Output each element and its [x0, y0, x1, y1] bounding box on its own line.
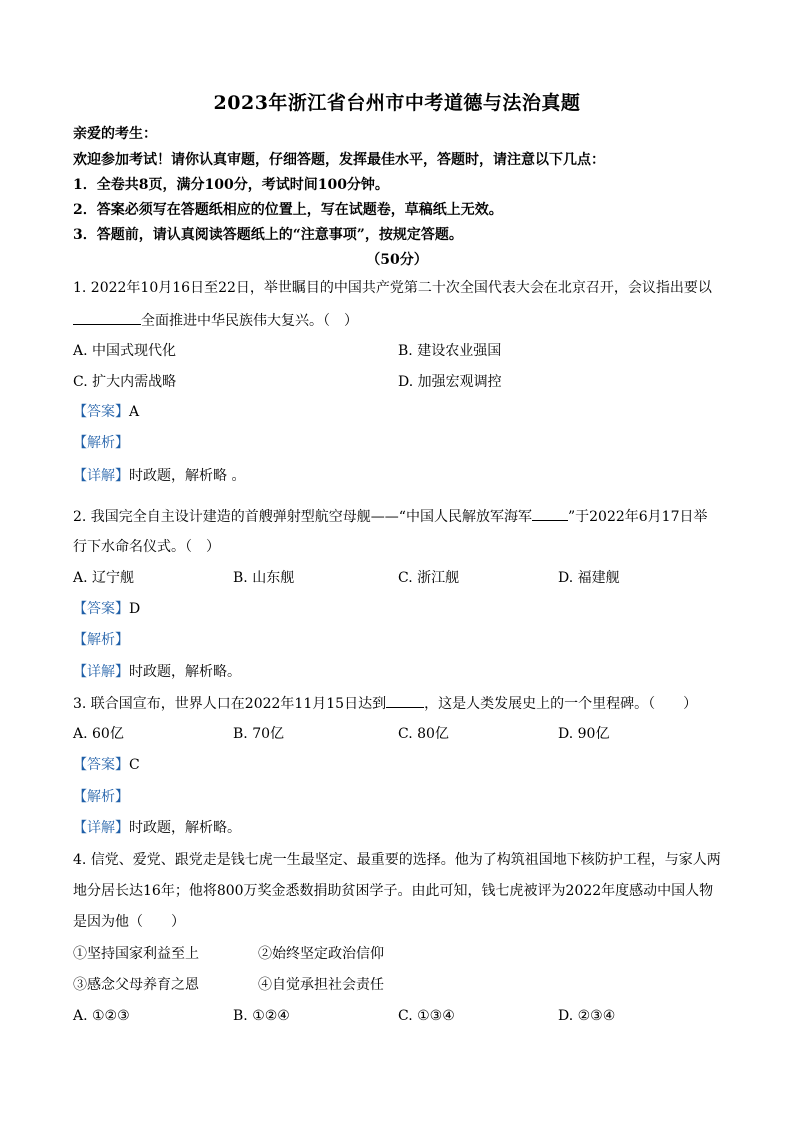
section-score: （50分）: [366, 252, 428, 268]
q4-option-d: D. ②③④: [558, 1008, 616, 1024]
q3-stem-part-b: ，这是人类发展史上的一个里程碑。（ ）: [424, 696, 698, 712]
q3-answer-value: C: [129, 757, 140, 773]
q1-option-d: D. 加强宏观调控: [398, 374, 502, 390]
page-title: 2023年浙江省台州市中考道德与法治真题: [213, 92, 581, 114]
q4-stem-line3: 是因为他（ ）: [73, 914, 185, 930]
q2-stem-line1: [73, 506, 707, 527]
q3-blank: [386, 693, 424, 708]
q2-blank: [532, 506, 568, 521]
q3-detail-text: 时政题，解析略。: [129, 820, 241, 836]
q3-option-b: B. 70亿: [233, 726, 285, 742]
q2-detail-text: 时政题，解析略。: [129, 664, 241, 680]
q1-stem-line2: [73, 310, 358, 331]
note-2: 2．答案必须写在答题纸相应的位置上，写在试题卷，草稿纸上无效。: [73, 202, 503, 218]
q4-choice-2: ②始终坚定政治信仰: [258, 946, 384, 962]
q2-detail: [73, 662, 241, 682]
answer-label: 【答案】: [73, 404, 129, 420]
q4-option-b: B. ①②④: [233, 1008, 290, 1024]
q1-option-a: A. 中国式现代化: [73, 343, 177, 359]
detail-label: 【详解】: [73, 468, 129, 484]
q1-analysis: [73, 433, 129, 453]
q2-answer-value: D: [129, 601, 141, 617]
q4-choice-4: ④自觉承担社会责任: [258, 977, 384, 993]
q1-detail-text: 时政题，解析略 。: [129, 468, 246, 484]
greeting: 亲爱的考生：: [73, 126, 157, 142]
q1-stem-line1: 1. 2022年10月16日至22日，举世瞩目的中国共产党第二十次全国代表大会在北京召开，会议指出要以: [73, 280, 712, 296]
q2-analysis: [73, 630, 129, 650]
q1-blank: [73, 310, 141, 325]
q3-option-a: A. 60亿: [73, 726, 124, 742]
q2-answer: [73, 599, 140, 619]
q3-stem-part-a: 3. 联合国宣布，世界人口在2022年11月15日达到: [73, 696, 387, 712]
q1-answer: [73, 402, 139, 422]
q2-option-a: A. 辽宁舰: [73, 570, 135, 586]
note-1: 1．全卷共8页，满分100分，考试时间100分钟。: [73, 177, 389, 193]
answer-label: 【答案】: [73, 601, 129, 617]
q3-stem: [73, 693, 697, 714]
q2-option-b: B. 山东舰: [233, 570, 295, 586]
q4-stem-line1: 4. 信党、爱党、跟党走是钱七虎一生最坚定、最重要的选择。他为了构筑祖国地下核防护工程，与家人两: [73, 852, 721, 868]
q1-stem-text: 全面推进中华民族伟大复兴。（ ）: [141, 313, 358, 329]
q2-stem-part-b: ”于2022年6月17日举: [567, 509, 708, 525]
q1-option-c: C. 扩大内需战略: [73, 374, 177, 390]
q4-choice-3: ③感念父母养育之恩: [73, 977, 199, 993]
q4-stem-line2: 地分居长达16年；他将800万奖金悉数捐助贫困学子。由此可知，钱七虎被评为2022年度感动中国人物: [73, 883, 714, 899]
answer-label: 【答案】: [73, 757, 129, 773]
q2-stem-line2: 行下水命名仪式。（ ）: [73, 539, 220, 555]
q1-detail: [73, 466, 245, 486]
note-3: 3．答题前，请认真阅读答题纸上的“注意事项”，按规定答题。: [73, 227, 463, 243]
q2-option-c: C. 浙江舰: [398, 570, 460, 586]
detail-label: 【详解】: [73, 664, 129, 680]
q3-analysis: [73, 787, 129, 807]
q3-answer: [73, 755, 140, 775]
q4-option-a: A. ①②③: [73, 1008, 130, 1024]
q2-option-d: D. 福建舰: [558, 570, 620, 586]
q3-option-d: D. 90亿: [558, 726, 610, 742]
welcome-text: 欢迎参加考试！请你认真审题，仔细答题，发挥最佳水平，答题时，请注意以下几点：: [73, 152, 605, 168]
q4-choice-1: ①坚持国家利益至上: [73, 946, 199, 962]
q1-option-b: B. 建设农业强国: [398, 343, 502, 359]
q4-option-c: C. ①③④: [398, 1008, 455, 1024]
q3-detail: [73, 818, 241, 838]
q3-option-c: C. 80亿: [398, 726, 449, 742]
analysis-label: 【解析】: [73, 789, 129, 805]
detail-label: 【详解】: [73, 820, 129, 836]
q1-answer-value: A: [129, 404, 140, 420]
analysis-label: 【解析】: [73, 632, 129, 648]
analysis-label: 【解析】: [73, 435, 129, 451]
q2-stem-part-a: 2. 我国完全自主设计建造的首艘弹射型航空母舰——“中国人民解放军海军: [73, 509, 532, 525]
